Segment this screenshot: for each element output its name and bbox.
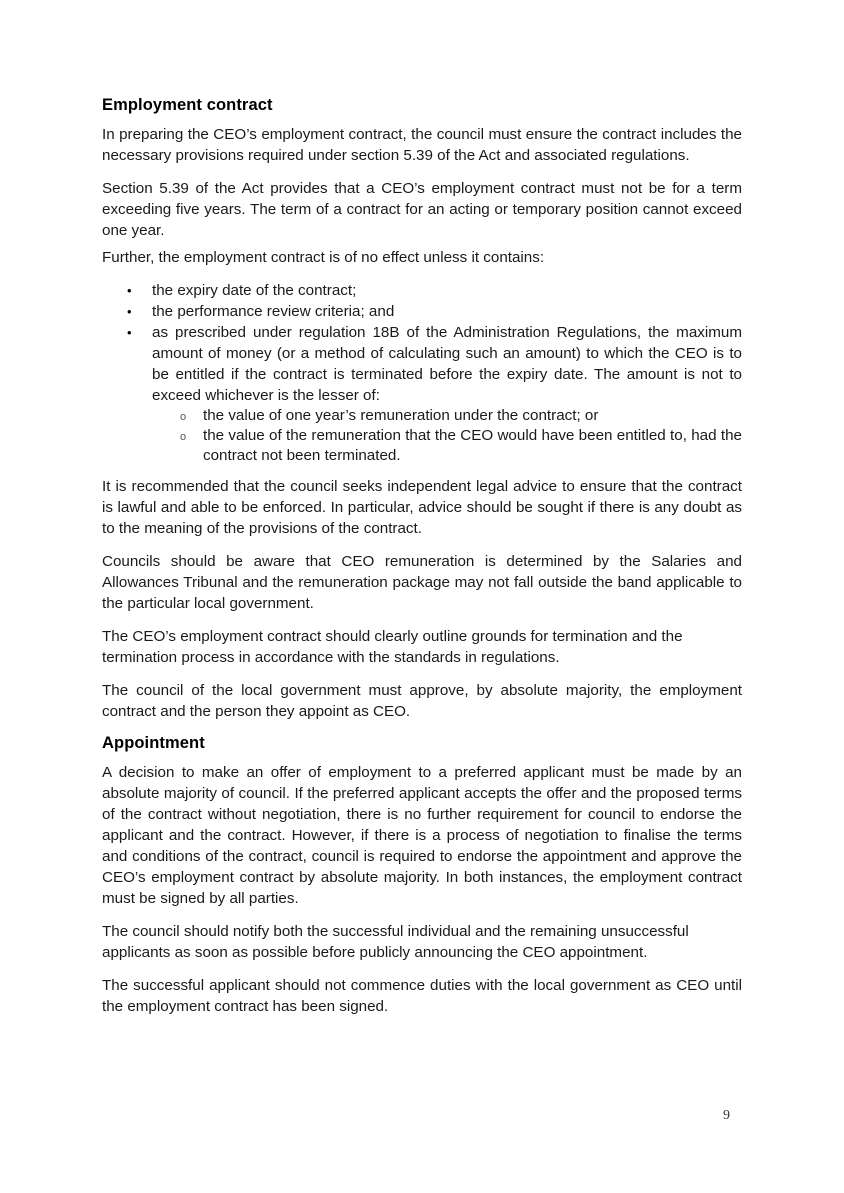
- contract-requirements-list: [102, 280, 742, 466]
- list-item-text: as prescribed under regulation 18B of the Administration Regulations, the maximum amount of money (or a method of calculating such an amount) to which the CEO is to be entitled if the contract is terminated before the expiry date. The amount is not to exceed whichever is the lesser of:: [152, 324, 742, 404]
- list-item-text: the performance review criteria; and: [152, 303, 395, 320]
- heading-appointment: Appointment: [102, 734, 205, 752]
- hollow-bullet-icon: o: [180, 431, 187, 443]
- bullet-icon: •: [127, 325, 132, 340]
- hollow-bullet-icon: o: [180, 411, 187, 423]
- list-item: [102, 322, 742, 466]
- paragraph-termination-grounds: The CEO’s employment contract should clearly outline grounds for termination and the termination process in accordance with the standards in regulations.: [102, 628, 683, 666]
- sub-list-item: [152, 406, 742, 426]
- bullet-icon: •: [127, 304, 132, 319]
- sub-list-item-text: the value of one year’s remuneration under the contract; or: [203, 407, 599, 424]
- paragraph-legal-advice: It is recommended that the council seeks independent legal advice to ensure that the contract is lawful and able to be enforced. In particular, advice should be sought if there is any doubt as to the meaning of the provisions of the contract.: [102, 478, 742, 537]
- paragraph-contract-provisions: In preparing the CEO’s employment contract, the council must ensure the contract includes the necessary provisions required under section 5.39 of the Act and associated regulations.: [102, 126, 742, 164]
- list-item: [102, 301, 742, 322]
- page-number: 9: [723, 1108, 730, 1123]
- bullet-icon: •: [127, 283, 132, 298]
- paragraph-council-approval: The council of the local government must approve, by absolute majority, the employment contract and the person they appoint as CEO.: [102, 682, 742, 720]
- paragraph-offer-decision: A decision to make an offer of employment to a preferred applicant must be made by an absolute majority of council. If the preferred applicant accepts the offer and the proposed terms of the contract without negotiation, there is no further requirement for council to endorse the applicant and the contract. However, if there is a process of negotiation to finalise the terms and conditions of the contract, council is required to endorse the appointment and approve the CEO’s employment contract by absolute majority. In both instances, the employment contract must be signed by all parties.: [102, 764, 742, 907]
- heading-employment-contract: Employment contract: [102, 96, 273, 114]
- sub-list-item-text: the value of the remuneration that the CEO would have been entitled to, had the contract not been terminated.: [203, 427, 742, 464]
- paragraph-commence-duties: The successful applicant should not commence duties with the local government as CEO until the employment contract has been signed.: [102, 977, 742, 1015]
- remuneration-limit-sublist: [152, 406, 742, 466]
- list-item: [102, 280, 742, 301]
- paragraph-notify-applicants: The council should notify both the successful individual and the remaining unsuccessful applicants as soon as possible before publicly announcing the CEO appointment.: [102, 923, 689, 961]
- sub-list-item: [152, 426, 742, 466]
- paragraph-contract-contents-intro: Further, the employment contract is of no effect unless it contains:: [102, 249, 545, 266]
- paragraph-remuneration-tribunal: Councils should be aware that CEO remuneration is determined by the Salaries and Allowances Tribunal and the remuneration package may not fall outside the band applicable to the particular local government.: [102, 553, 742, 612]
- list-item-text: the expiry date of the contract;: [152, 282, 357, 299]
- paragraph-contract-term: Section 5.39 of the Act provides that a CEO’s employment contract must not be for a term exceeding five years. The term of a contract for an acting or temporary position cannot exceed one year.: [102, 180, 742, 239]
